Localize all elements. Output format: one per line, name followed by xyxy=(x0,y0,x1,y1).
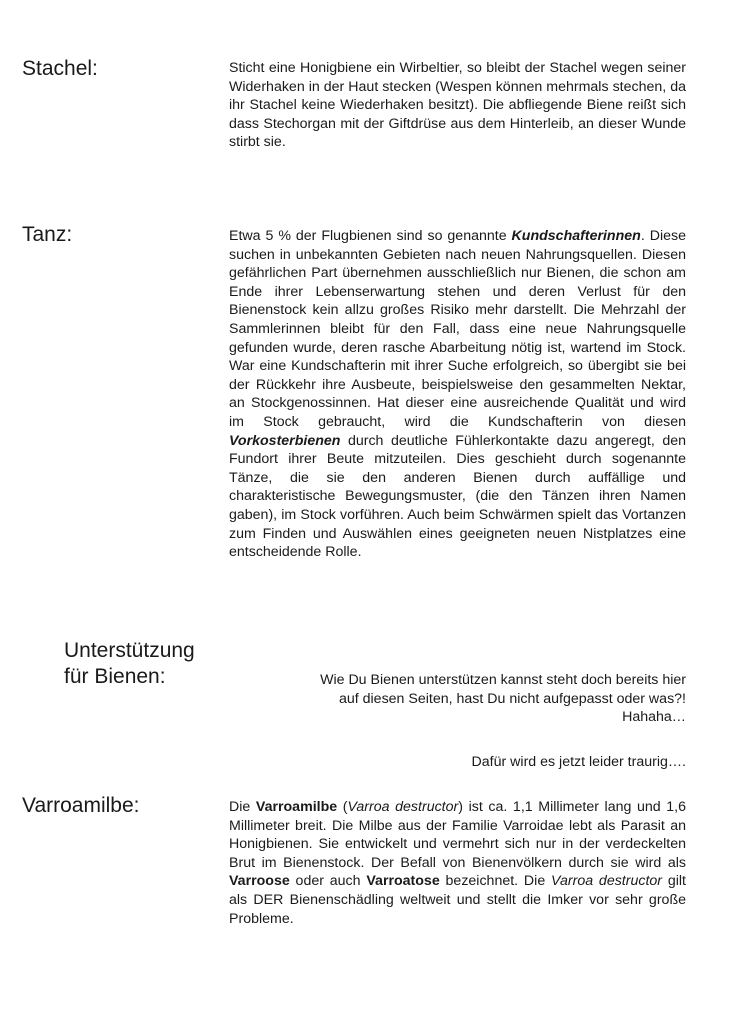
heading-varroamilbe: Varroamilbe: xyxy=(22,794,140,817)
term-vorkosterbienen: Vorkosterbienen xyxy=(229,432,341,449)
heading-tanz: Tanz: xyxy=(22,223,73,246)
term-kundschafterinnen: Kundschafterinnen xyxy=(511,228,641,244)
unterstuetzung-line1: Wie Du Bienen unterstützen kannst steht doch bereits hier xyxy=(320,672,686,688)
paragraph-stachel: Sticht eine Honigbiene ein Wirbeltier, so bleibt der Stachel wegen seiner Widerhaken in der Haut stecken (Wespen können mehrmals stechen, da ihr Stachel keine Wiederhaken besitzt). Die abfliegende Biene reißt sich dass Stechorgan mit der Giftdrüse aus dem Hinterleib, an dieser Wunde stirbt sie. xyxy=(229,60,686,151)
term-varroatose: Varroatose xyxy=(366,873,440,890)
varroa-text-4: oder auch xyxy=(289,873,367,890)
term-varroa-destructor: Varroa destructor xyxy=(347,799,459,815)
heading-unterstuetzung xyxy=(64,638,195,690)
paragraph-traurig: Dafür wird es jetzt leider traurig…. xyxy=(471,754,686,770)
varroa-text-2: ( xyxy=(337,799,348,815)
varroa-text-1: Die xyxy=(229,799,256,815)
heading-unterstuetzung-line2: für Bienen: xyxy=(64,665,166,688)
paragraph-tanz xyxy=(229,227,686,562)
heading-unterstuetzung-line1: Unterstützung xyxy=(64,639,195,662)
unterstuetzung-line2: auf diesen Seiten, hast Du nicht aufgepasst oder was?! xyxy=(338,690,686,707)
varroa-text-6: gilt als DER Bienenschädling weltweit und stellt die Imker vor sehr große Probleme. xyxy=(229,873,686,927)
tanz-text-1: Etwa 5 % der Flugbienen sind so genannte xyxy=(229,228,512,244)
varroa-text-3: ) ist ca. 1,1 Millimeter lang und 1,6 Millimeter breit. Die Milbe aus der Familie Varroidae lebt als Parasit an Honigbienen. Sie entwickelt und vermehrt sich nur in der verdeckelten Brut im Bienenstock. Der Befall von Bienenvölkern durch sie wird als xyxy=(229,799,687,871)
tanz-text-3: durch deutliche Fühlerkontakte dazu angeregt, den Fundort ihrer Beute mitzuteilen. Dies geschieht durch sogenannte Tänze, die sie den anderen Bienen durch auffällige und charakteristische Bewegungsmuster, (die den Tänzen ihren Namen gaben), im Stock vorführen. Auch beim Schwärmen spielt das Vortanzen zum Finden und Auswählen eines geeigneten neuen Nistplatzes eine entscheidende Rolle. xyxy=(229,432,686,561)
term-varroa-destructor-2: Varroa destructor xyxy=(551,873,663,890)
term-varroamilbe: Varroamilbe xyxy=(255,799,338,815)
unterstuetzung-line3: Hahaha… xyxy=(622,709,686,726)
term-varroose: Varroose xyxy=(229,873,290,890)
paragraph-varroamilbe xyxy=(229,798,686,928)
heading-stachel: Stachel: xyxy=(22,57,98,80)
varroa-text-5: bezeichnet. Die xyxy=(439,873,552,890)
tanz-text-2: . Diese suchen in unbekannten Gebieten nach neuen Nahrungsquellen. Diesen gefährlichen Part übernehmen ausschließlich nur Bienen, die schon am Ende ihrer Lebenserwartung stehen und deren Verlust für den Bienenstock kein allzu großes Risiko mehr darstellt. Die Mehrzahl der Sammlerinnen bleibt für den Fall, dass eine neue Nahrungsquelle gefunden wurde, deren rasche Abarbeitung nötig ist, wartend im Stock. War eine Kundschafterin mit ihrer Suche erfolgreich, so übergibt sie bei der Rückkehr ihre Ausbeute, beispielsweise den gesammelten Nektar, an Stockgenossinnen. Hat dieser eine ausreichende Qualität und wird im Stock gebraucht, wird die Kundschafterin von diesen xyxy=(229,228,686,430)
paragraph-unterstuetzung xyxy=(226,671,686,727)
